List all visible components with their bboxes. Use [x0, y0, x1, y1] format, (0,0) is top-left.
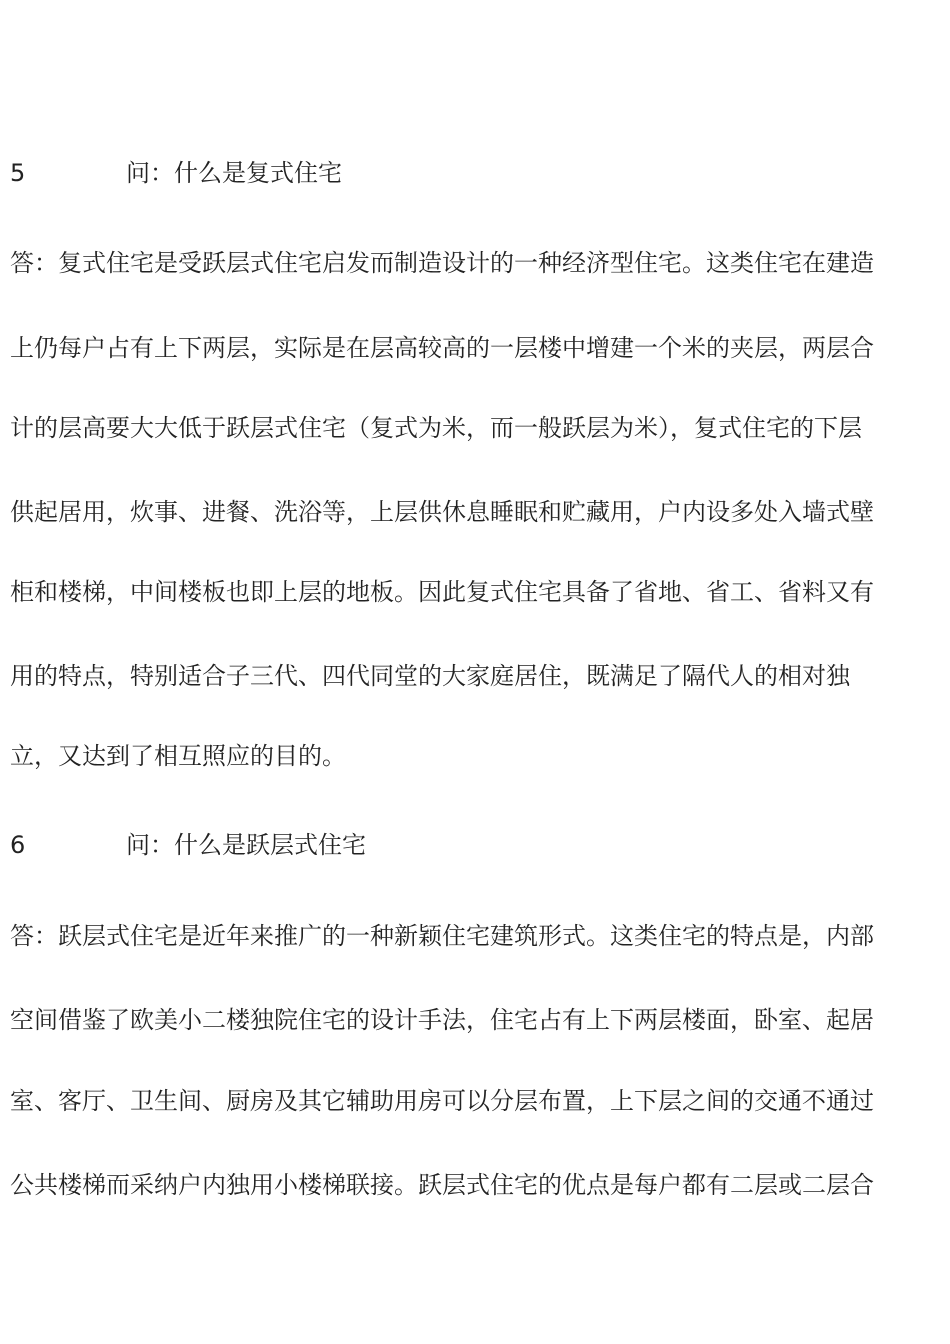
question-heading-6 — [10, 830, 940, 860]
answer-line: 立，又达到了相互照应的目的。 — [10, 742, 346, 770]
answer-line: 用的特点，特别适合子三代、四代同堂的大家庭居住，既满足了隔代人的相对独 — [10, 662, 850, 690]
question-heading-5 — [10, 158, 940, 188]
question-number: 5 — [10, 159, 26, 187]
answer-line: 答：复式住宅是受跃层式住宅启发而制造设计的一种经济型住宅。这类住宅在建造 — [10, 249, 874, 277]
question-text: 问：什么是复式住宅 — [126, 159, 342, 187]
answer-line: 柜和楼梯，中间楼板也即上层的地板。因此复式住宅具备了省地、省工、省料又有 — [10, 578, 874, 606]
answer-line: 空间借鉴了欧美小二楼独院住宅的设计手法，住宅占有上下两层楼面，卧室、起居 — [10, 1006, 874, 1034]
answer-line: 答：跃层式住宅是近年来推广的一种新颖住宅建筑形式。这类住宅的特点是，内部 — [10, 922, 874, 950]
answer-line: 供起居用，炊事、进餐、洗浴等，上层供休息睡眠和贮藏用，户内设多处入墙式壁 — [10, 498, 874, 526]
question-number: 6 — [10, 831, 26, 859]
question-text: 问：什么是跃层式住宅 — [126, 831, 366, 859]
answer-line: 上仍每户占有上下两层，实际是在层高较高的一层楼中增建一个米的夹层，两层合 — [10, 334, 874, 362]
answer-line: 计的层高要大大低于跃层式住宅（复式为米，而一般跃层为米），复式住宅的下层 — [10, 414, 862, 442]
answer-line: 公共楼梯而采纳户内独用小楼梯联接。跃层式住宅的优点是每户都有二层或二层合 — [10, 1171, 874, 1199]
answer-line: 室、客厅、卫生间、厨房及其它辅助用房可以分层布置，上下层之间的交通不通过 — [10, 1087, 874, 1115]
